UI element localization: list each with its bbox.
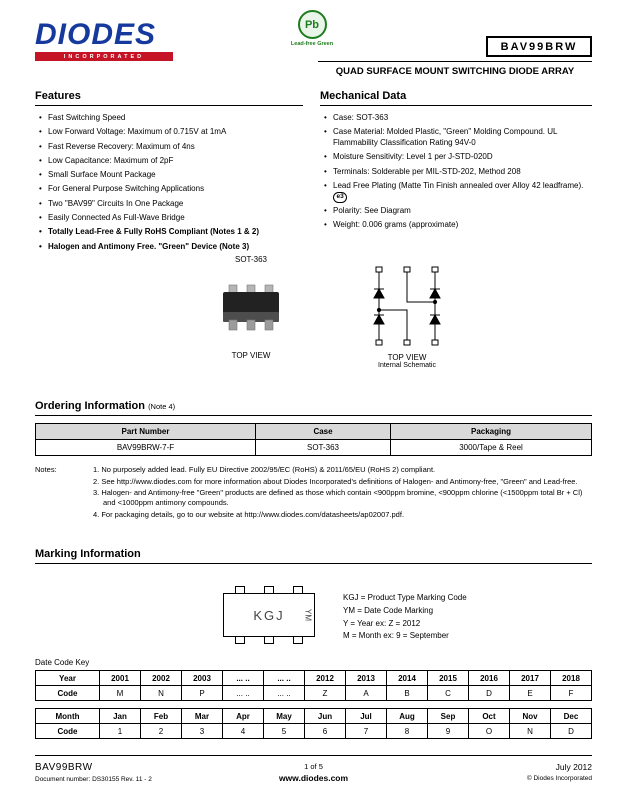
year-code-cell: N xyxy=(141,686,182,701)
year-cell: 2018 xyxy=(551,671,592,686)
features-list xyxy=(35,113,303,252)
year-code-cell: ... .. xyxy=(264,686,305,701)
month-code-cell: 4 xyxy=(223,724,264,739)
year-code-cell: F xyxy=(551,686,592,701)
marking-heading: Marking Information xyxy=(35,548,592,564)
note-item: 1. No purposely added lead. Fully EU Directive 2002/95/EC (RoHS) & 2011/65/EU (RoHS 2) compliant. xyxy=(93,465,436,474)
logo-text: DIODES xyxy=(35,18,157,51)
month-code-table xyxy=(35,708,592,739)
notes-label: Notes: xyxy=(35,465,57,474)
internal-schematic-block xyxy=(352,266,462,369)
year-cell: 2014 xyxy=(387,671,428,686)
year-cell: 2013 xyxy=(346,671,387,686)
month-cell: Mar xyxy=(182,709,223,724)
e3-rohs-icon: e3 xyxy=(333,192,347,203)
ordering-case: SOT-363 xyxy=(256,440,391,456)
year-cell: 2003 xyxy=(182,671,223,686)
ordering-table-row xyxy=(36,440,592,456)
month-code-cell: 9 xyxy=(428,724,469,739)
year-cell: 2016 xyxy=(469,671,510,686)
feature-item: • Low Capacitance: Maximum of 2pF xyxy=(35,156,303,167)
marking-legend-item: M = Month ex: 9 = September xyxy=(343,631,449,641)
month-code-cell: N xyxy=(510,724,551,739)
footer-part-number: BAV99BRW xyxy=(35,762,93,773)
feature-item: • Totally Lead-Free & Fully RoHS Compliant (Notes 1 & 2) xyxy=(35,227,303,238)
month-cell: Sep xyxy=(428,709,469,724)
year-cell: 2015 xyxy=(428,671,469,686)
feature-item: • Low Forward Voltage: Maximum of 0.715V at 1mA xyxy=(35,127,303,138)
mechanical-item: • Weight: 0.006 grams (approximate) xyxy=(320,220,592,231)
year-code-cell: C xyxy=(428,686,469,701)
internal-schematic-icon xyxy=(357,266,457,346)
code-label: Code xyxy=(36,724,100,739)
pb-symbol: Pb xyxy=(304,18,320,31)
month-cell: Feb xyxy=(141,709,182,724)
code-label: Code xyxy=(36,686,100,701)
mechanical-item: • Case: SOT-363 xyxy=(320,113,592,124)
month-cell: Aug xyxy=(387,709,428,724)
marking-package-body xyxy=(223,593,315,637)
month-code-cell: 5 xyxy=(264,724,305,739)
year-code-cell: M xyxy=(100,686,141,701)
year-cell: 2002 xyxy=(141,671,182,686)
page-footer xyxy=(35,755,592,783)
year-row xyxy=(36,671,592,686)
month-code-cell: 8 xyxy=(387,724,428,739)
notes-block xyxy=(35,465,592,522)
footer-left xyxy=(35,762,221,783)
year-cell: 2012 xyxy=(305,671,346,686)
pb-label: Lead-free Green xyxy=(290,41,334,47)
month-code-cell: 3 xyxy=(182,724,223,739)
feature-item: • Fast Reverse Recovery: Maximum of 4ns xyxy=(35,142,303,153)
year-code-table xyxy=(35,670,592,701)
footer-website-link[interactable]: www.diodes.com xyxy=(278,773,349,783)
month-cell: Dec xyxy=(551,709,592,724)
mechanical-list xyxy=(320,113,592,231)
ordering-part-number: BAV99BRW-7-F xyxy=(36,440,256,456)
month-cell: May xyxy=(264,709,305,724)
note-item: 4. For packaging details, go to our website at http://www.diodes.com/datasheets/ap02007.pdf. xyxy=(93,510,405,519)
note-item: 3. Halogen- and Antimony-free "Green" products are defined as those which contain <900ppm bromine, <900ppm chlorine (<1500ppm total Br + Cl) and <1000ppm antimony compounds. xyxy=(93,488,583,508)
ordering-col-case: Case xyxy=(256,424,391,440)
notes-list xyxy=(93,465,592,522)
month-code-cell: O xyxy=(469,724,510,739)
month-cell: Jun xyxy=(305,709,346,724)
features-section xyxy=(35,90,303,256)
month-row xyxy=(36,709,592,724)
diodes-logo xyxy=(35,20,175,61)
year-code-cell: ... .. xyxy=(223,686,264,701)
month-label: Month xyxy=(36,709,100,724)
marking-legend-item: KGJ = Product Type Marking Code xyxy=(343,593,467,602)
feature-item: • Fast Switching Speed xyxy=(35,113,303,124)
year-cell: ... .. xyxy=(223,671,264,686)
marking-legend-item: Y = Year ex: Z = 2012 xyxy=(343,618,421,628)
mechanical-heading: Mechanical Data xyxy=(320,90,592,106)
mechanical-item: • Moisture Sensitivity: Level 1 per J-STD-020D xyxy=(320,152,592,163)
marking-diagram xyxy=(223,586,315,644)
year-code-cell: P xyxy=(182,686,223,701)
year-cell: 2017 xyxy=(510,671,551,686)
year-code-cell: D xyxy=(469,686,510,701)
footer-date: July 2012 xyxy=(555,762,593,772)
month-code-row xyxy=(36,724,592,739)
package-drawing-block xyxy=(196,255,306,360)
year-cell: 2001 xyxy=(100,671,141,686)
month-code-cell: D xyxy=(551,724,592,739)
marking-legend-item: YM = Date Code Marking xyxy=(343,605,434,615)
month-cell: Jul xyxy=(346,709,387,724)
schematic-subtitle: Internal Schematic xyxy=(378,362,436,369)
ordering-packaging: 3000/Tape & Reel xyxy=(391,440,592,456)
marking-content xyxy=(35,586,592,644)
month-cell: Jan xyxy=(100,709,141,724)
marking-date-code: YM xyxy=(303,609,313,621)
ordering-col-part-number: Part Number xyxy=(36,424,256,440)
marking-legend xyxy=(343,586,467,643)
schematic-top-view-label: TOP VIEW xyxy=(387,353,427,362)
feature-item: • Halogen and Antimony Free. "Green" Device (Note 3) xyxy=(35,242,303,253)
logo-subtext: INCORPORATED xyxy=(35,52,173,61)
feature-item: • For General Purpose Switching Applications xyxy=(35,184,303,195)
ordering-note-ref: (Note 4) xyxy=(148,402,176,411)
marking-pins-bottom-icon xyxy=(223,637,315,644)
mechanical-item: • Case Material: Molded Plastic, "Green" Molding Compound. UL Flammability Classification Rating 94V-0 xyxy=(320,127,592,149)
sot363-package-icon xyxy=(219,280,283,334)
month-cell: Apr xyxy=(223,709,264,724)
year-code-cell: E xyxy=(510,686,551,701)
date-code-key-section xyxy=(35,658,592,746)
features-heading: Features xyxy=(35,90,303,106)
footer-copyright: © Diodes Incorporated xyxy=(526,775,593,782)
marking-pins-top-icon xyxy=(223,586,315,593)
year-code-row xyxy=(36,686,592,701)
mechanical-item: • Terminals: Solderable per MIL-STD-202, Method 208 xyxy=(320,167,592,178)
package-name: SOT-363 xyxy=(234,255,267,264)
footer-document-number: Document number: DS30155 Rev. 11 - 2 xyxy=(35,776,152,783)
mechanical-item xyxy=(320,181,592,203)
marking-product-code: KGJ xyxy=(253,607,285,623)
lead-free-badge xyxy=(288,10,336,47)
year-code-cell: B xyxy=(387,686,428,701)
month-code-cell: 2 xyxy=(141,724,182,739)
footer-center xyxy=(221,762,407,783)
date-code-key-title: Date Code Key xyxy=(35,658,90,667)
year-cell: ... .. xyxy=(264,671,305,686)
marking-information-section xyxy=(35,548,592,644)
ordering-table-header-row xyxy=(36,424,592,440)
feature-item: • Small Surface Mount Package xyxy=(35,170,303,181)
footer-page-number: 1 of 5 xyxy=(304,762,323,771)
ordering-col-packaging: Packaging xyxy=(391,424,592,440)
feature-item: • Easily Connected As Full-Wave Bridge xyxy=(35,213,303,224)
ordering-information-section xyxy=(35,400,592,522)
mechanical-data-section xyxy=(320,90,592,235)
ordering-heading-text: Ordering Information xyxy=(35,400,145,412)
mechanical-item-text: Lead Free Plating (Matte Tin Finish annealed over Alloy 42 leadframe). xyxy=(333,180,584,190)
feature-item: • Two "BAV99" Circuits In One Package xyxy=(35,199,303,210)
month-code-cell: 7 xyxy=(346,724,387,739)
package-top-view-label: TOP VIEW xyxy=(231,351,271,360)
month-cell: Nov xyxy=(510,709,551,724)
note-item: 2. See http://www.diodes.com for more information about Diodes Incorporated's definitions of Halogen- and Antimony-free, "Green" and Lead-free. xyxy=(93,476,578,486)
month-code-cell: 6 xyxy=(305,724,346,739)
year-label: Year xyxy=(36,671,100,686)
part-number-box: BAV99BRW xyxy=(486,36,592,57)
title-block xyxy=(318,61,592,77)
ordering-table xyxy=(35,423,592,456)
month-code-cell: 1 xyxy=(100,724,141,739)
mechanical-item: • Polarity: See Diagram xyxy=(320,206,592,217)
document-title: QUAD SURFACE MOUNT SWITCHING DIODE ARRAY xyxy=(335,66,575,77)
year-code-cell: Z xyxy=(305,686,346,701)
ordering-heading xyxy=(35,400,592,416)
year-code-cell: A xyxy=(346,686,387,701)
footer-right xyxy=(406,762,592,783)
pb-lead-free-icon xyxy=(298,10,327,39)
month-cell: Oct xyxy=(469,709,510,724)
